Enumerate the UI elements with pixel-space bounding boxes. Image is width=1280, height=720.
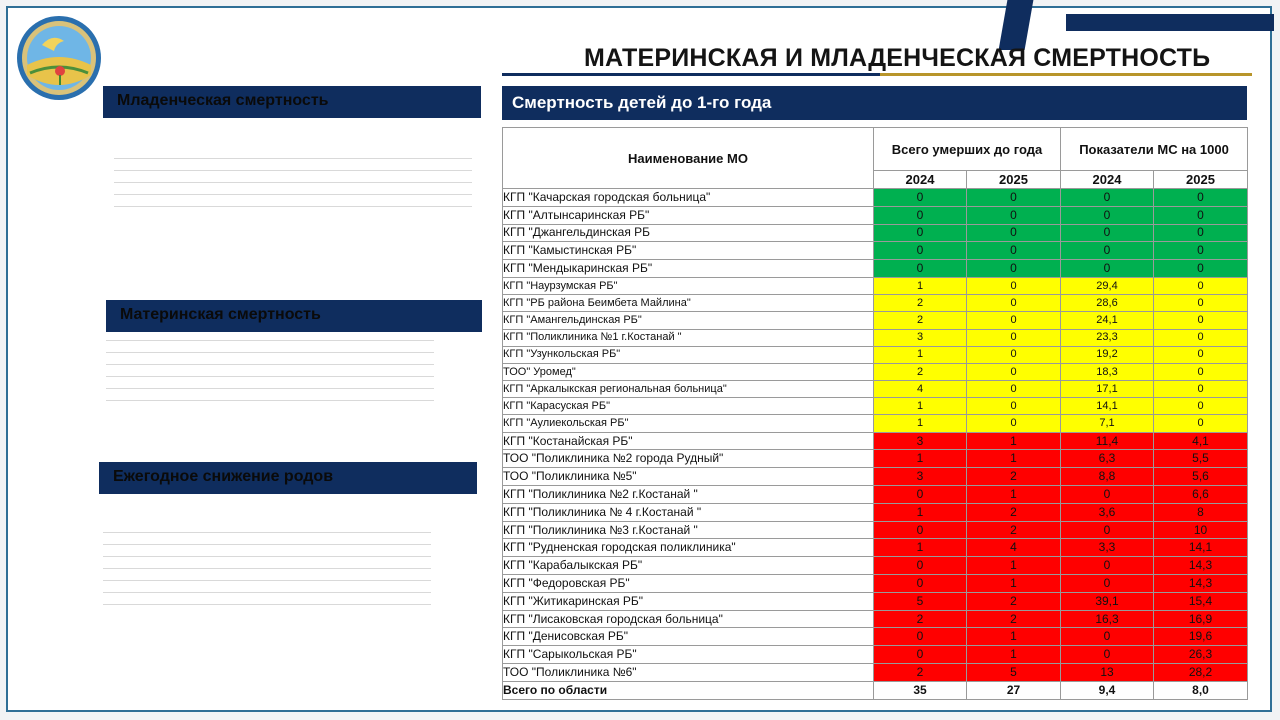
section-infant-mortality: Младенческая смертность xyxy=(103,86,481,118)
rate-2025-cell: 4,1 xyxy=(1154,432,1248,450)
col-header-year: 2025 xyxy=(967,171,1061,189)
section-birth-decline: Ежегодное снижение родов xyxy=(99,462,477,494)
col-header-name: Наименование МО xyxy=(503,128,874,189)
org-name-cell: КГП "Узункольская РБ" xyxy=(503,346,874,363)
rate-2024-cell: 6,3 xyxy=(1061,450,1154,468)
rate-2024-cell: 18,3 xyxy=(1061,363,1154,380)
deaths-2025-cell: 0 xyxy=(967,398,1061,415)
rate-2024-cell: 24,1 xyxy=(1061,312,1154,329)
rate-2025-cell: 0 xyxy=(1154,363,1248,380)
rate-2024-cell: 19,2 xyxy=(1061,346,1154,363)
total-label: Всего по области xyxy=(503,681,874,699)
rate-2024-cell: 39,1 xyxy=(1061,592,1154,610)
col-header-year: 2025 xyxy=(1154,171,1248,189)
deaths-2025-cell: 0 xyxy=(967,363,1061,380)
col-header-year: 2024 xyxy=(1061,171,1154,189)
decor-bar xyxy=(1066,14,1274,31)
rate-2024-cell: 29,4 xyxy=(1061,277,1154,294)
deaths-2024-cell: 4 xyxy=(874,381,967,398)
table-row xyxy=(503,646,1248,664)
deaths-2024-cell: 3 xyxy=(874,432,967,450)
deaths-2025-cell: 0 xyxy=(967,381,1061,398)
emblem-logo xyxy=(16,15,102,101)
table-row xyxy=(503,277,1248,294)
table-row xyxy=(503,592,1248,610)
deaths-2024-cell: 1 xyxy=(874,346,967,363)
rate-2024-cell: 0 xyxy=(1061,486,1154,504)
deaths-2025-cell: 1 xyxy=(967,450,1061,468)
rate-2024-cell: 0 xyxy=(1061,521,1154,539)
deaths-2024-cell: 3 xyxy=(874,329,967,346)
deaths-2025-cell: 2 xyxy=(967,503,1061,521)
table-row xyxy=(503,575,1248,593)
org-name-cell: КГП "Аулиекольская РБ" xyxy=(503,415,874,432)
table-row xyxy=(503,295,1248,312)
deaths-2024-cell: 2 xyxy=(874,664,967,682)
rate-2025-cell: 0 xyxy=(1154,295,1248,312)
table-row xyxy=(503,381,1248,398)
deaths-2024-cell: 2 xyxy=(874,363,967,380)
rate-2025-cell: 5,5 xyxy=(1154,450,1248,468)
deaths-2025-cell: 0 xyxy=(967,260,1061,278)
rate-2025-cell: 0 xyxy=(1154,381,1248,398)
total-row xyxy=(503,681,1248,699)
org-name-cell: ТОО "Поликлиника №6" xyxy=(503,664,874,682)
rate-2025-cell: 0 xyxy=(1154,329,1248,346)
deaths-2024-cell: 1 xyxy=(874,503,967,521)
org-name-cell: КГП "Лисаковская городская больница" xyxy=(503,610,874,628)
rate-2024-cell: 0 xyxy=(1061,628,1154,646)
rate-2025-cell: 0 xyxy=(1154,206,1248,224)
deaths-2024-cell: 0 xyxy=(874,206,967,224)
org-name-cell: КГП "Денисовская РБ" xyxy=(503,628,874,646)
deaths-2024-cell: 0 xyxy=(874,486,967,504)
rate-2024-cell: 3,6 xyxy=(1061,503,1154,521)
rate-2024-cell: 0 xyxy=(1061,224,1154,242)
table-row xyxy=(503,486,1248,504)
org-name-cell: КГП "Наурзумская РБ" xyxy=(503,277,874,294)
table-row xyxy=(503,346,1248,363)
org-name-cell: ТОО "Поликлиника №2 города Рудный" xyxy=(503,450,874,468)
table-row xyxy=(503,432,1248,450)
deaths-2024-cell: 0 xyxy=(874,557,967,575)
deaths-2025-cell: 1 xyxy=(967,557,1061,575)
rate-2025-cell: 28,2 xyxy=(1154,664,1248,682)
org-name-cell: КГП "РБ района Беимбета Майлина" xyxy=(503,295,874,312)
deaths-2025-cell: 0 xyxy=(967,312,1061,329)
table-row xyxy=(503,363,1248,380)
total-rate-2024: 9,4 xyxy=(1061,681,1154,699)
rate-2025-cell: 14,3 xyxy=(1154,575,1248,593)
org-name-cell: КГП "Поликлиника №1 г.Костанай " xyxy=(503,329,874,346)
table-row xyxy=(503,260,1248,278)
section-maternal-mortality: Материнская смертность xyxy=(106,300,482,332)
org-name-cell: КГП "Поликлиника №2 г.Костанай " xyxy=(503,486,874,504)
rate-2025-cell: 10 xyxy=(1154,521,1248,539)
table-row xyxy=(503,224,1248,242)
deaths-2025-cell: 2 xyxy=(967,521,1061,539)
deaths-2025-cell: 5 xyxy=(967,664,1061,682)
rate-2025-cell: 5,6 xyxy=(1154,468,1248,486)
deaths-2024-cell: 2 xyxy=(874,610,967,628)
rate-2025-cell: 26,3 xyxy=(1154,646,1248,664)
rate-2025-cell: 0 xyxy=(1154,398,1248,415)
rate-2024-cell: 13 xyxy=(1061,664,1154,682)
table-row xyxy=(503,242,1248,260)
total-deaths-2024: 35 xyxy=(874,681,967,699)
table-row xyxy=(503,312,1248,329)
rate-2025-cell: 0 xyxy=(1154,346,1248,363)
table-row xyxy=(503,468,1248,486)
deaths-2025-cell: 0 xyxy=(967,206,1061,224)
rate-2024-cell: 0 xyxy=(1061,189,1154,207)
placeholder-lines xyxy=(114,158,472,218)
rate-2024-cell: 17,1 xyxy=(1061,381,1154,398)
org-name-cell: КГП "Поликлиника №3 г.Костанай " xyxy=(503,521,874,539)
deaths-2025-cell: 2 xyxy=(967,592,1061,610)
deaths-2025-cell: 2 xyxy=(967,468,1061,486)
rate-2025-cell: 19,6 xyxy=(1154,628,1248,646)
deaths-2025-cell: 0 xyxy=(967,277,1061,294)
page-title: МАТЕРИНСКАЯ И МЛАДЕНЧЕСКАЯ СМЕРТНОСТЬ xyxy=(584,44,1211,72)
org-name-cell: КГП "Мендыкаринская РБ" xyxy=(503,260,874,278)
col-header-year: 2024 xyxy=(874,171,967,189)
rate-2024-cell: 0 xyxy=(1061,206,1154,224)
org-name-cell: КГП "Алтынсаринская РБ" xyxy=(503,206,874,224)
placeholder-lines xyxy=(106,340,434,412)
deaths-2024-cell: 1 xyxy=(874,539,967,557)
rate-2025-cell: 6,6 xyxy=(1154,486,1248,504)
table-row xyxy=(503,398,1248,415)
deaths-2024-cell: 0 xyxy=(874,224,967,242)
deaths-2025-cell: 1 xyxy=(967,432,1061,450)
col-header-rate: Показатели МС на 1000 xyxy=(1061,128,1248,171)
table-row xyxy=(503,610,1248,628)
org-name-cell: КГП "Житикаринская РБ" xyxy=(503,592,874,610)
org-name-cell: КГП "Карабалыкская РБ" xyxy=(503,557,874,575)
deaths-2024-cell: 1 xyxy=(874,398,967,415)
rate-2024-cell: 0 xyxy=(1061,260,1154,278)
org-name-cell: КГП "Качарская городская больница" xyxy=(503,189,874,207)
placeholder-lines xyxy=(103,532,431,616)
deaths-2025-cell: 0 xyxy=(967,242,1061,260)
rate-2025-cell: 0 xyxy=(1154,189,1248,207)
deaths-2024-cell: 0 xyxy=(874,646,967,664)
deaths-2025-cell: 0 xyxy=(967,295,1061,312)
table-row xyxy=(503,450,1248,468)
org-name-cell: КГП "Рудненская городская поликлиника" xyxy=(503,539,874,557)
rate-2024-cell: 0 xyxy=(1061,242,1154,260)
org-name-cell: КГП "Карасуская РБ" xyxy=(503,398,874,415)
table-row xyxy=(503,521,1248,539)
rate-2025-cell: 14,3 xyxy=(1154,557,1248,575)
rate-2024-cell: 3,3 xyxy=(1061,539,1154,557)
rate-2024-cell: 28,6 xyxy=(1061,295,1154,312)
table-row xyxy=(503,189,1248,207)
rate-2025-cell: 15,4 xyxy=(1154,592,1248,610)
table-row xyxy=(503,206,1248,224)
total-deaths-2025: 27 xyxy=(967,681,1061,699)
deaths-2025-cell: 1 xyxy=(967,486,1061,504)
deaths-2024-cell: 2 xyxy=(874,295,967,312)
mortality-table xyxy=(502,127,1248,700)
table-row xyxy=(503,503,1248,521)
org-name-cell: ТОО" Уромед" xyxy=(503,363,874,380)
rate-2024-cell: 14,1 xyxy=(1061,398,1154,415)
deaths-2025-cell: 0 xyxy=(967,415,1061,432)
deaths-2024-cell: 5 xyxy=(874,592,967,610)
title-underline-accent xyxy=(880,73,1252,76)
deaths-2025-cell: 0 xyxy=(967,224,1061,242)
deaths-2024-cell: 0 xyxy=(874,260,967,278)
deaths-2025-cell: 1 xyxy=(967,646,1061,664)
rate-2024-cell: 0 xyxy=(1061,646,1154,664)
rate-2024-cell: 16,3 xyxy=(1061,610,1154,628)
rate-2024-cell: 0 xyxy=(1061,557,1154,575)
rate-2024-cell: 7,1 xyxy=(1061,415,1154,432)
table-row xyxy=(503,664,1248,682)
deaths-2024-cell: 1 xyxy=(874,450,967,468)
total-rate-2025: 8,0 xyxy=(1154,681,1248,699)
rate-2025-cell: 8 xyxy=(1154,503,1248,521)
rate-2025-cell: 0 xyxy=(1154,242,1248,260)
col-header-deaths: Всего умерших до года xyxy=(874,128,1061,171)
rate-2024-cell: 8,8 xyxy=(1061,468,1154,486)
org-name-cell: КГП "Джангельдинская РБ xyxy=(503,224,874,242)
deaths-2024-cell: 3 xyxy=(874,468,967,486)
org-name-cell: КГП "Костанайская РБ" xyxy=(503,432,874,450)
rate-2025-cell: 0 xyxy=(1154,260,1248,278)
deaths-2024-cell: 0 xyxy=(874,189,967,207)
deaths-2024-cell: 0 xyxy=(874,242,967,260)
rate-2024-cell: 23,3 xyxy=(1061,329,1154,346)
deaths-2024-cell: 0 xyxy=(874,628,967,646)
rate-2025-cell: 0 xyxy=(1154,224,1248,242)
table-row xyxy=(503,539,1248,557)
deaths-2024-cell: 0 xyxy=(874,575,967,593)
title-underline xyxy=(502,73,880,76)
rate-2025-cell: 14,1 xyxy=(1154,539,1248,557)
rate-2024-cell: 11,4 xyxy=(1061,432,1154,450)
deaths-2025-cell: 0 xyxy=(967,346,1061,363)
table-row xyxy=(503,329,1248,346)
table-row xyxy=(503,628,1248,646)
org-name-cell: КГП "Сарыкольская РБ" xyxy=(503,646,874,664)
deaths-2024-cell: 0 xyxy=(874,521,967,539)
org-name-cell: КГП "Камыстинская РБ" xyxy=(503,242,874,260)
deaths-2025-cell: 2 xyxy=(967,610,1061,628)
rate-2025-cell: 16,9 xyxy=(1154,610,1248,628)
deaths-2025-cell: 1 xyxy=(967,575,1061,593)
deaths-2025-cell: 4 xyxy=(967,539,1061,557)
deaths-2024-cell: 2 xyxy=(874,312,967,329)
rate-2025-cell: 0 xyxy=(1154,415,1248,432)
table-heading: Смертность детей до 1-го года xyxy=(502,86,1247,120)
rate-2024-cell: 0 xyxy=(1061,575,1154,593)
org-name-cell: КГП "Аркалыкская региональная больница" xyxy=(503,381,874,398)
rate-2025-cell: 0 xyxy=(1154,277,1248,294)
org-name-cell: КГП "Федоровская РБ" xyxy=(503,575,874,593)
deaths-2025-cell: 0 xyxy=(967,189,1061,207)
table-row xyxy=(503,557,1248,575)
table-body xyxy=(503,189,1248,700)
table-row xyxy=(503,415,1248,432)
deaths-2025-cell: 0 xyxy=(967,329,1061,346)
org-name-cell: ТОО "Поликлиника №5" xyxy=(503,468,874,486)
deaths-2024-cell: 1 xyxy=(874,415,967,432)
deaths-2024-cell: 1 xyxy=(874,277,967,294)
deaths-2025-cell: 1 xyxy=(967,628,1061,646)
org-name-cell: КГП "Поликлиника № 4 г.Костанай " xyxy=(503,503,874,521)
rate-2025-cell: 0 xyxy=(1154,312,1248,329)
org-name-cell: КГП "Амангельдинская РБ" xyxy=(503,312,874,329)
